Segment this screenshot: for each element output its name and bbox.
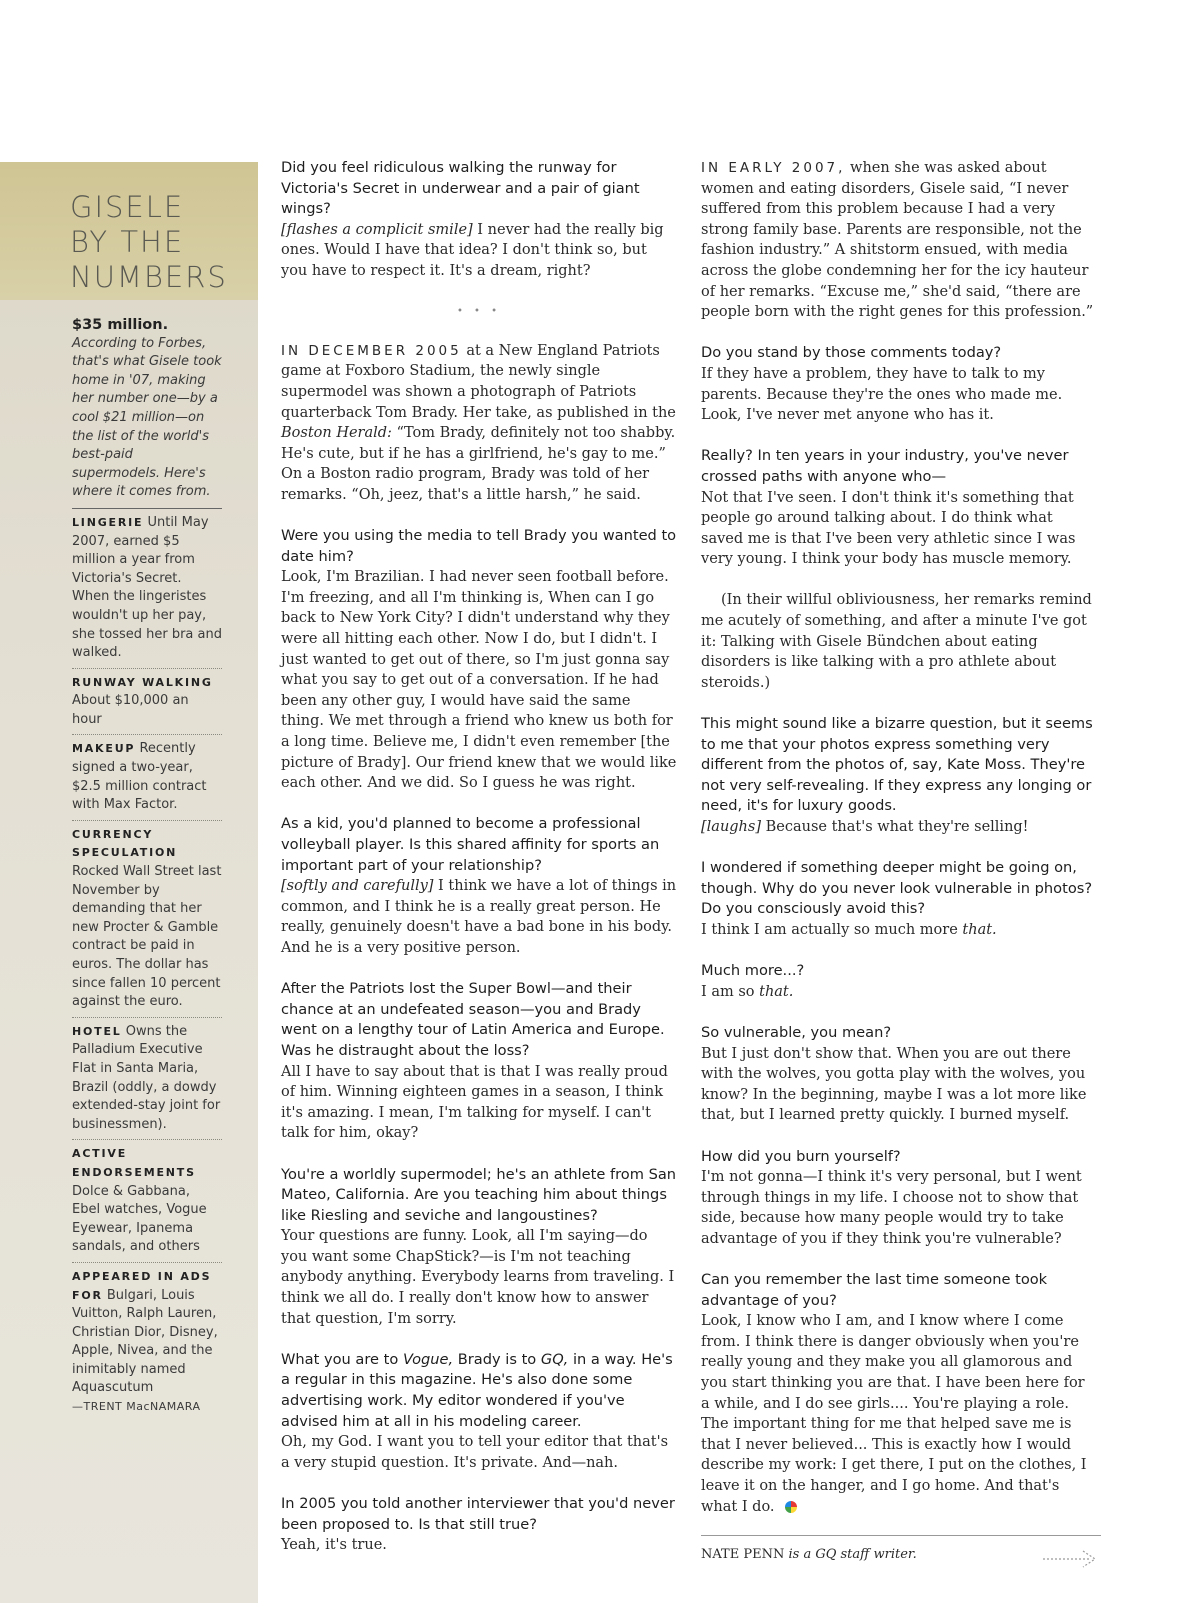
- publication-name: Vogue,: [402, 1350, 454, 1368]
- publication-name: Boston Herald:: [281, 425, 392, 442]
- stage-direction: [laughs]: [701, 819, 761, 835]
- answer: But I just don't show that. When you are out there with the wolves, you gotta play with the wolves, you know? In the beginning, maybe I was a lot more like that, but I learned pretty quickly. I burned myself.: [701, 1045, 1087, 1124]
- sidebar-item-label: APPEARED IN ADS FOR: [72, 1269, 212, 1302]
- qa-block: [701, 961, 1097, 1002]
- question: I wondered if something deeper might be going on, though. Why do you never look vulnerable in photos? Do you consciously avoid this?: [701, 859, 1093, 918]
- sidebar-item: [72, 1139, 222, 1259]
- sidebar-item-label: ACTIVE ENDORSEMENTS: [72, 1147, 196, 1179]
- sidebar-item-label: MAKEUP: [72, 742, 136, 756]
- answer-text: I think we have a lot of things in common, and I think he is a really great person. He really, genuinely doesn't have a bad bone in his body. And he is a very positive person.: [281, 878, 677, 956]
- sidebar-item-text: About $10,000 an hour: [72, 693, 189, 727]
- qa-block: [281, 1165, 677, 1330]
- qa-block: [701, 714, 1097, 838]
- column-2: [701, 158, 1097, 1566]
- answer: [281, 220, 677, 282]
- byline-text: is a GQ staff writer.: [784, 1547, 917, 1563]
- paragraph-text: “Tom Brady, definitely not too shabby. He's cute, but if he has a girlfriend, he's gay to me.” On a Boston radio program, Brady was told of her remarks. “Oh, jeez, that's a little harsh,” he said.: [281, 425, 676, 503]
- qa-block: [281, 979, 677, 1144]
- answer: [701, 1311, 1097, 1517]
- publication-name: GQ,: [540, 1350, 569, 1368]
- question: As a kid, you'd planned to become a professional volleyball player. Is this shared affinity for sports an important part of your relationship?: [281, 815, 660, 874]
- answer-text: Look, I know who I am, and I know where I come from. I think there is danger obviously when you're really young and they make you all glamorous and you start thinking you are that. I have been here for a while, and I do see girls.... You're playing a role. The important thing for me that helped save me is that I never believed... This is exactly how I would describe my work: I get there, I put on the clothes, I leave it on the hanger, and I go home. And that's what I do.: [701, 1313, 1087, 1515]
- answer-text: I never had the really big ones. Would I have that idea? I don't think so, but you have to respect it. It's a dream, right?: [281, 221, 664, 279]
- narrative-paragraph: [701, 158, 1097, 323]
- qa-block: [701, 1147, 1097, 1250]
- question: So vulnerable, you mean?: [701, 1023, 892, 1041]
- question: After the Patriots lost the Super Bowl—and their chance at an undefeated season—you and Brady went on a lengthy tour of Latin America and Europe. Was he distraught about the loss?: [281, 980, 665, 1059]
- question: Did you feel ridiculous walking the runway for Victoria's Secret in underwear and a pair of giant wings?: [281, 159, 640, 218]
- answer: Yeah, it's true.: [281, 1537, 387, 1554]
- sidebar-item: [72, 668, 222, 732]
- answer: [701, 920, 1097, 941]
- answer: Your questions are funny. Look, all I'm saying—do you want some ChapStick?—is I'm not teaching anybody anything. Everybody learns from traveling. I think we all do. I really don't know how to answer that question, I'm sorry.: [281, 1228, 675, 1327]
- question: How did you burn yourself?: [701, 1147, 901, 1165]
- question: You're a worldly supermodel; he's an athlete from San Mateo, California. Are you teaching him about things like Riesling and seviche and langoustines?: [281, 1165, 677, 1224]
- answer-text: Because that's what they're selling!: [761, 819, 1029, 835]
- qa-block: [701, 858, 1097, 940]
- sidebar-item: [72, 1262, 222, 1419]
- qa-block: [281, 814, 677, 958]
- section-separator: • • •: [456, 306, 502, 318]
- answer: Oh, my God. I want you to tell your editor that that's a very stupid question. It's private. And—nah.: [281, 1434, 669, 1471]
- sidebar-item-label: CURRENCY SPECULATION: [72, 827, 178, 860]
- answer-text: I am so: [701, 983, 760, 1000]
- qa-block: [701, 343, 1097, 425]
- sidebar-title-line: NUMBERS: [70, 260, 228, 294]
- answer: If they have a problem, they have to talk to my parents. Because they're the ones who made me. Look, I've never met anyone who has it.: [701, 365, 1063, 424]
- sidebar-item-text: Bulgari, Louis Vuitton, Ralph Lauren, Christian Dior, Disney, Apple, Nivea, and the inimitably named Aquascutum: [72, 1287, 218, 1396]
- paragraph-text: at a New England Patriots game at Foxboro Stadium, the newly single supermodel was shown a photograph of Patriots quarterback Tom Brady. Her take, as published in the: [281, 342, 676, 421]
- question: In 2005 you told another interviewer that you'd never been proposed to. Is that still true?: [281, 1495, 675, 1533]
- column-1: [281, 158, 677, 1576]
- sidebar-item-label: LINGERIE: [72, 515, 144, 529]
- sidebar-headline-figure: $35 million.: [72, 317, 169, 333]
- sidebar-item-text: Recently signed a two-year, $2.5 million contract with Max Factor.: [72, 741, 207, 813]
- answer: [701, 982, 1097, 1003]
- sidebar-title-line: BY THE: [70, 225, 185, 259]
- answer: All I have to say about that is that I was really proud of him. Winning eighteen games in a season, I think it's amazing. I mean, I'm talking for myself. I can't talk for him, okay?: [281, 1063, 668, 1142]
- aside-paragraph: (In their willful obliviousness, her remarks remind me acutely of something, and after a minute I've got it: Talking with Gisele Bündchen about eating disorders is like talking with a pro athlete about steroids.): [701, 592, 1092, 691]
- sidebar-intro: According to Forbes, that's what Gisele took home in '07, making her number one—by a cool $21 million—on the list of the world's best-paid supermodels. Here's where it comes from.: [72, 335, 222, 500]
- qa-block: [701, 1270, 1097, 1517]
- question: Much more...?: [701, 962, 805, 980]
- sidebar-item-label: HOTEL: [72, 1024, 122, 1038]
- sidebar-body: [72, 316, 222, 1419]
- question: Do you stand by those comments today?: [701, 344, 1002, 362]
- sidebar-title-line: GISELE: [70, 190, 185, 224]
- answer: Look, I'm Brazilian. I had never seen football before. I'm freezing, and all I'm thinking is, When can I go back to New York City? I didn't understand why they were all hitting each other. Now I do, but I didn't. I just wanted to get out of there, so I'm just gonna say what you say to get out of a conversation. If he had been any other guy, I would have said the same thing. We met through a friend who knew us both for a long time. Believe me, I didn't even remember [the picture of Brady]. Our friend knew that we would like each other. And we did. So I guess he was right.: [281, 569, 677, 792]
- dotted-arrow-right-icon: [1041, 1548, 1099, 1570]
- sidebar-item: [72, 734, 222, 816]
- stage-direction: [softly and carefully]: [281, 878, 434, 895]
- lead-in: IN EARLY 2007,: [701, 160, 846, 176]
- question: Were you using the media to tell Brady you wanted to date him?: [281, 527, 677, 565]
- sidebar-box: [0, 162, 258, 1603]
- qa-block: [281, 526, 677, 794]
- question-text: Brady is to: [453, 1350, 541, 1368]
- paragraph-text: when she was asked about women and eating disorders, Gisele said, “I never suffered from this problem because I had a very strong family base. Parents are responsible, not the fashion industry.” A shitstorm ensued, with media across the globe condemning her for the icy hauteur of her remarks. “Excuse me,” she'd said, “there are people born with the right genes for this profession.”: [701, 160, 1094, 321]
- sidebar-item: [72, 1017, 222, 1137]
- sidebar-item-text: Rocked Wall Street last November by demanding that her new Procter & Gamble contract be paid in euros. The dollar has since fallen 10 percent against the euro.: [72, 864, 222, 1010]
- byline-name: NATE PENN: [701, 1547, 785, 1563]
- question: Really? In ten years in your industry, you've never crossed paths with anyone who—: [701, 447, 1069, 485]
- answer: I'm not gonna—I think it's very personal, but I went through things in my life. I choose not to show that side, because how many people would try to take advantage of you if they think you're vulnerable?: [701, 1169, 1082, 1247]
- sidebar-item-text: Owns the Palladium Executive Flat in Santa Maria, Brazil (oddly, a dowdy extended-stay joint for businessmen).: [72, 1023, 221, 1132]
- sidebar-credit: —TRENT MacNAMARA: [72, 1400, 201, 1414]
- qa-block: [701, 1023, 1097, 1126]
- sidebar-item: [72, 508, 222, 665]
- question: Can you remember the last time someone took advantage of you?: [701, 1271, 1048, 1309]
- stage-direction: [flashes a complicit smile]: [281, 221, 473, 238]
- sidebar-item-label: RUNWAY WALKING: [72, 675, 213, 689]
- question: This might sound like a bizarre question, but it seems to me that your photos express something very different from the photos of, say, Kate Moss. They're not very self-revealing. If they express any longing or need, it's for luxury goods.: [701, 715, 1093, 815]
- qa-block: [281, 158, 677, 282]
- sidebar-item: [72, 820, 222, 1014]
- question: [281, 1350, 677, 1432]
- emphasis: that.: [759, 983, 794, 1000]
- answer: Not that I've seen. I don't think it's something that people go around talking about. I do think what saved me is that I've been very athletic since I was very young. I think your body has muscle memory.: [701, 489, 1076, 568]
- question-text: What you are to: [281, 1350, 403, 1368]
- sidebar-item-text: Until May 2007, earned $5 million a year from Victoria's Secret. When the lingeristes wouldn't up her pay, she tossed her bra and walked.: [72, 514, 222, 661]
- qa-block: [281, 1350, 677, 1474]
- answer: [281, 876, 677, 958]
- answer: [701, 817, 1097, 838]
- sidebar-item-text: Dolce & Gabbana, Ebel watches, Vogue Eyewear, Ipanema sandals, and others: [72, 1183, 207, 1255]
- gq-end-mark-icon: [785, 1501, 797, 1513]
- qa-block: [281, 1494, 677, 1556]
- lead-in: IN DECEMBER 2005: [281, 342, 462, 359]
- sidebar-title: [70, 190, 255, 295]
- qa-block: [701, 446, 1097, 570]
- question-text: in a way. He's a regular in this magazine. He's also done some advertising work. My editor wondered if you've advised him at all in his modeling career.: [281, 1350, 673, 1430]
- answer-text: I think I am actually so much more: [701, 921, 963, 938]
- narrative-paragraph: [281, 341, 677, 506]
- emphasis: that.: [962, 921, 997, 938]
